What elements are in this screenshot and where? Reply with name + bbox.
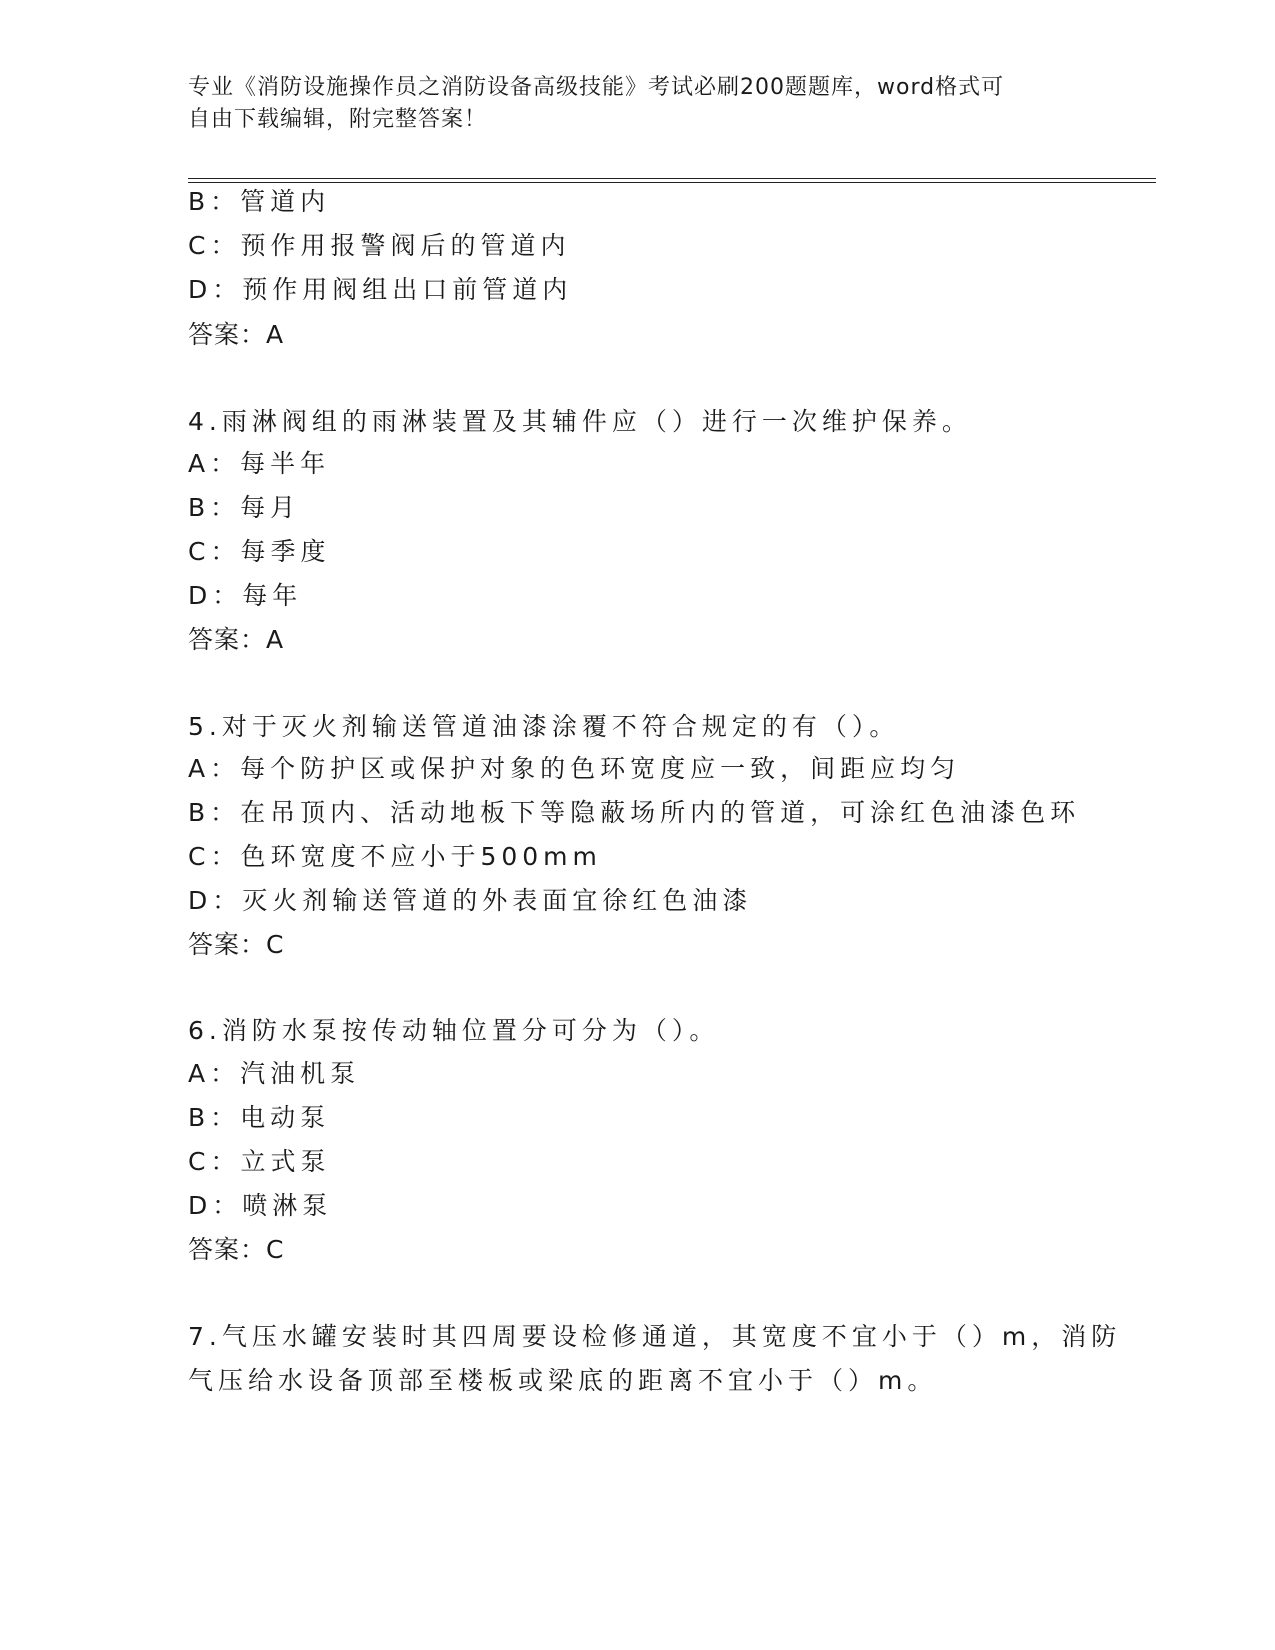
q7-stem-line-2: 气压给水设备顶部至楼板或梁底的距离不宜小于（）m。 <box>188 1366 938 1395</box>
q4-option-b: B：每月 <box>188 493 301 522</box>
document-header <box>188 72 1088 136</box>
header-divider-bottom <box>188 182 1156 183</box>
q7-stem-line-1: 7.气压水罐安装时其四周要设检修通道，其宽度不宜小于（）m，消防 <box>188 1322 1122 1351</box>
q5-stem: 5.对于灭火剂输送管道油漆涂覆不符合规定的有（）。 <box>188 712 900 741</box>
q4-option-d: D：每年 <box>188 581 303 610</box>
q6-option-a: A：汽油机泵 <box>188 1059 361 1088</box>
q3-option-c: C：预作用报警阀后的管道内 <box>188 231 571 260</box>
header-divider-top <box>188 178 1156 179</box>
q6-option-c: C：立式泵 <box>188 1147 331 1176</box>
q5-option-a: A：每个防护区或保护对象的色环宽度应一致，间距应均匀 <box>188 754 961 783</box>
q3-option-b: B：管道内 <box>188 187 331 216</box>
q4-answer: 答案：A <box>188 625 285 654</box>
q6-option-b: B：电动泵 <box>188 1103 331 1132</box>
q6-option-d: D：喷淋泵 <box>188 1191 333 1220</box>
q4-option-c: C：每季度 <box>188 537 331 566</box>
q5-option-c: C：色环宽度不应小于500mm <box>188 842 602 871</box>
header-line-1: 专业《消防设施操作员之消防设备高级技能》考试必刷200题题库，word格式可 <box>188 75 1005 100</box>
header-line-2: 自由下载编辑，附完整答案！ <box>188 107 488 132</box>
q6-stem: 6.消防水泵按传动轴位置分可分为（）。 <box>188 1016 720 1045</box>
q5-option-d: D：灭火剂输送管道的外表面宜徐红色油漆 <box>188 886 753 915</box>
q4-option-a: A：每半年 <box>188 449 331 478</box>
q3-option-d: D：预作用阀组出口前管道内 <box>188 275 573 304</box>
q5-option-b: B：在吊顶内、活动地板下等隐蔽场所内的管道，可涂红色油漆色环 <box>188 798 1081 827</box>
q6-answer: 答案：C <box>188 1235 285 1264</box>
q3-answer: 答案：A <box>188 320 285 349</box>
q5-answer: 答案：C <box>188 930 285 959</box>
q4-stem: 4.雨淋阀组的雨淋装置及其辅件应（）进行一次维护保养。 <box>188 407 972 436</box>
